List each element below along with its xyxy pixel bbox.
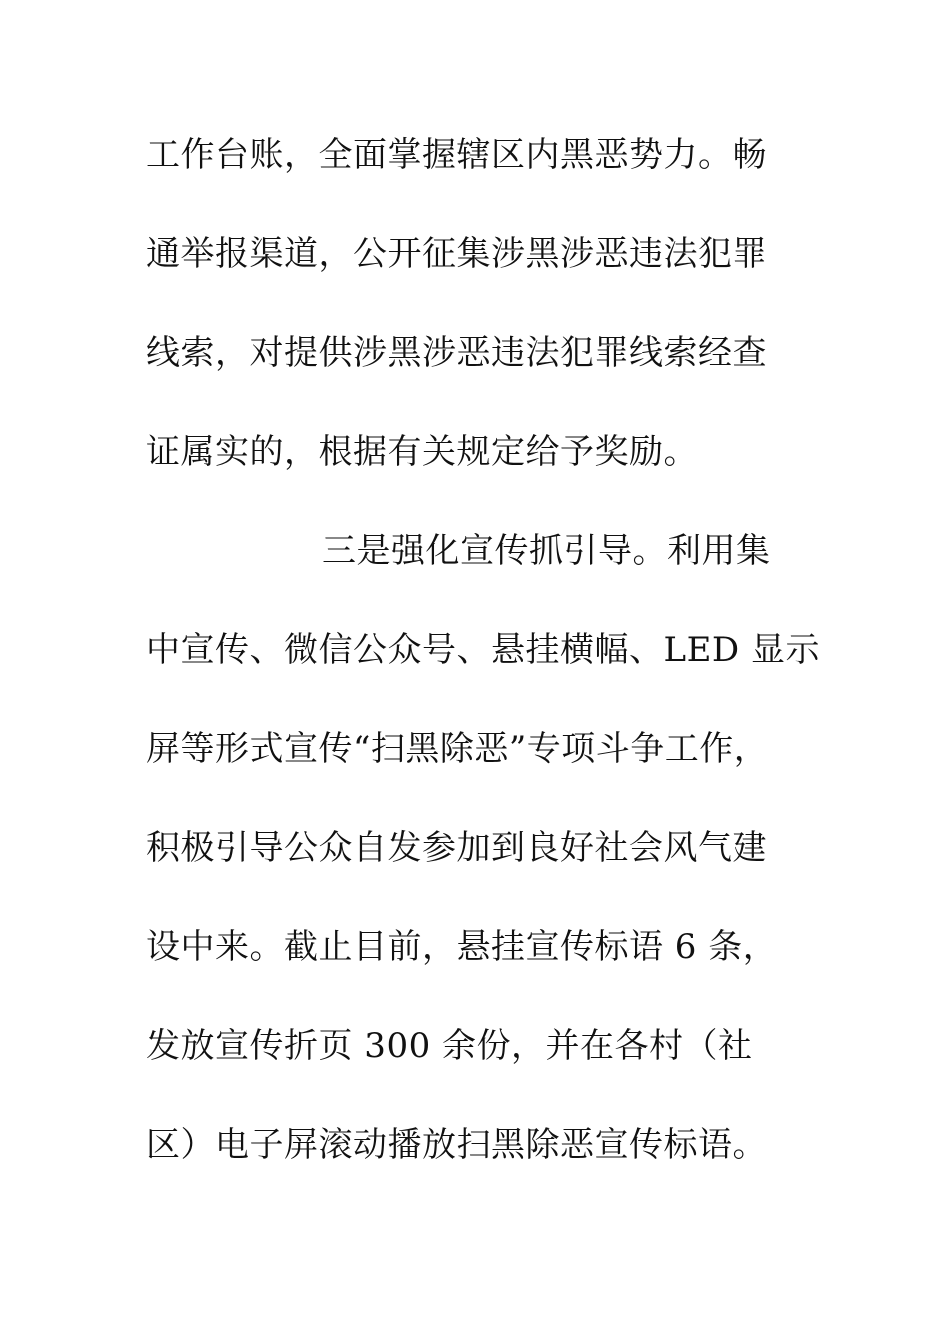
text-line-2: 通举报渠道，公开征集涉黑涉恶违法犯罪 bbox=[146, 234, 767, 274]
body-text bbox=[146, 122, 826, 1211]
text-line-10: 发放宣传折页 300 余份，并在各村（社 bbox=[146, 1026, 753, 1066]
text-line-4: 证属实的，根据有关规定给予奖励。 bbox=[146, 432, 698, 472]
text-line-11: 区）电子屏滚动播放扫黑除恶宣传标语。 bbox=[146, 1125, 767, 1165]
text-line-8: 积极引导公众自发参加到良好社会风气建 bbox=[146, 828, 767, 868]
text-line-1: 工作台账，全面掌握辖区内黑恶势力。畅 bbox=[146, 135, 767, 175]
text-line-3: 线索，对提供涉黑涉恶违法犯罪线索经查 bbox=[146, 333, 767, 373]
text-line-9: 设中来。截止目前，悬挂宣传标语 6 条， bbox=[146, 927, 778, 967]
text-line-6: 中宣传、微信公众号、悬挂横幅、LED 显示 bbox=[146, 630, 820, 670]
text-line-5-paragraph-start: 三是强化宣传抓引导。利用集 bbox=[322, 531, 771, 571]
text-line-7: 屏等形式宣传“扫黑除恶”专项斗争工作， bbox=[146, 729, 769, 769]
